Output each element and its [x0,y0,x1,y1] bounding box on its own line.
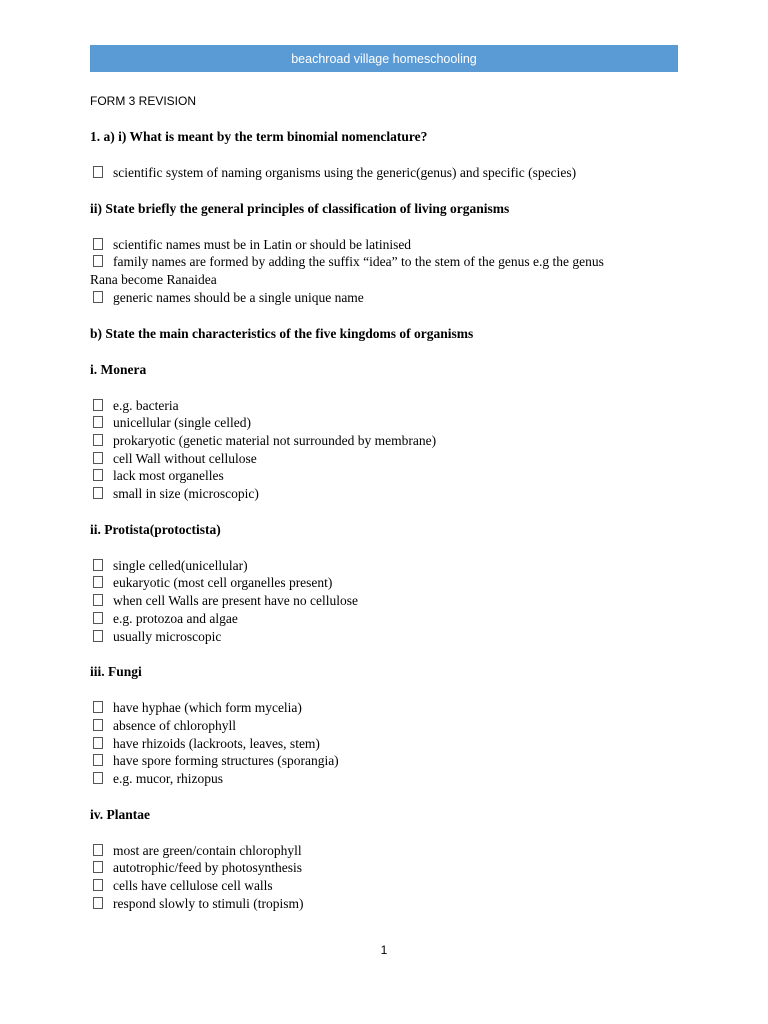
checkbox-bullet-icon [93,594,103,606]
heading-monera: i. Monera [90,361,147,377]
list-item: have rhizoids (lackroots, leaves, stem) [90,735,690,753]
heading-fungi: iii. Fungi [90,664,142,680]
list-item: generic names should be a single unique name [90,289,690,307]
heading-kingdoms: b) State the main characteristics of the five kingdoms of organisms [90,325,474,341]
checkbox-bullet-icon [93,434,103,446]
list-item: scientific names must be in Latin or should be latinised [90,236,690,254]
list-item: respond slowly to stimuli (tropism) [90,895,690,913]
heading-plantae: iv. Plantae [90,806,150,822]
list-item: have hyphae (which form mycelia) [90,699,690,717]
list-item: family names are formed by adding the suffix “idea” to the stem of the genus e.g the genus [90,253,690,271]
checkbox-bullet-icon [93,754,103,766]
heading-binomial: 1. a) i) What is meant by the term binomial nomenclature? [90,129,428,144]
checkbox-bullet-icon [93,737,103,749]
checkbox-bullet-icon [93,879,103,891]
list-item: cell Wall without cellulose [90,450,690,468]
checkbox-bullet-icon [93,612,103,624]
list-item: absence of chlorophyll [90,717,690,735]
list-item: when cell Walls are present have no cellulose [90,592,690,610]
header-bar [90,45,678,72]
list-item: e.g. protozoa and algae [90,610,690,628]
list-item: usually microscopic [90,628,690,646]
checkbox-bullet-icon [93,701,103,713]
checkbox-bullet-icon [93,630,103,642]
list-item: have spore forming structures (sporangia) [90,752,690,770]
bullets-protista [90,557,690,646]
checkbox-bullet-icon [93,399,103,411]
list-item: most are green/contain chlorophyll [90,842,690,860]
checkbox-bullet-icon [93,452,103,464]
list-item: eukaryotic (most cell organelles present) [90,574,690,592]
list-item: unicellular (single celled) [90,414,690,432]
list-item: autotrophic/feed by photosynthesis [90,859,690,877]
checkbox-bullet-icon [93,416,103,428]
list-item: e.g. bacteria [90,397,690,415]
checkbox-bullet-icon [93,844,103,856]
list-item: scientific system of naming organisms using the generic(genus) and specific (species) [90,164,690,182]
heading-protista: ii. Protista(protoctista) [90,521,221,537]
checkbox-bullet-icon [93,469,103,481]
bullets-plantae [90,842,690,913]
checkbox-bullet-icon [93,719,103,731]
bullets-fungi [90,699,690,788]
checkbox-bullet-icon [93,238,103,250]
list-item: prokaryotic (genetic material not surrounded by membrane) [90,432,690,450]
bullets-binomial [90,164,690,182]
checkbox-bullet-icon [93,897,103,909]
bullets-monera [90,397,690,503]
doc-title: FORM 3 REVISION [90,94,197,108]
checkbox-bullet-icon [93,487,103,499]
bullets-principles [90,236,690,307]
checkbox-bullet-icon [93,291,103,303]
header-title: beachroad village homeschooling [291,51,477,66]
checkbox-bullet-icon [93,861,103,873]
checkbox-bullet-icon [93,559,103,571]
list-item: e.g. mucor, rhizopus [90,770,690,788]
checkbox-bullet-icon [93,772,103,784]
checkbox-bullet-icon [93,255,103,267]
list-item: cells have cellulose cell walls [90,877,690,895]
heading-principles: ii) State briefly the general principles of classification of living organisms [90,200,510,216]
checkbox-bullet-icon [93,166,103,178]
checkbox-bullet-icon [93,576,103,588]
document-body [90,92,690,913]
list-item: lack most organelles [90,467,690,485]
list-item: small in size (microscopic) [90,485,690,503]
list-item: single celled(unicellular) [90,557,690,575]
page-number: 1 [380,943,388,957]
list-item-continuation: Rana become Ranaidea [90,272,217,288]
